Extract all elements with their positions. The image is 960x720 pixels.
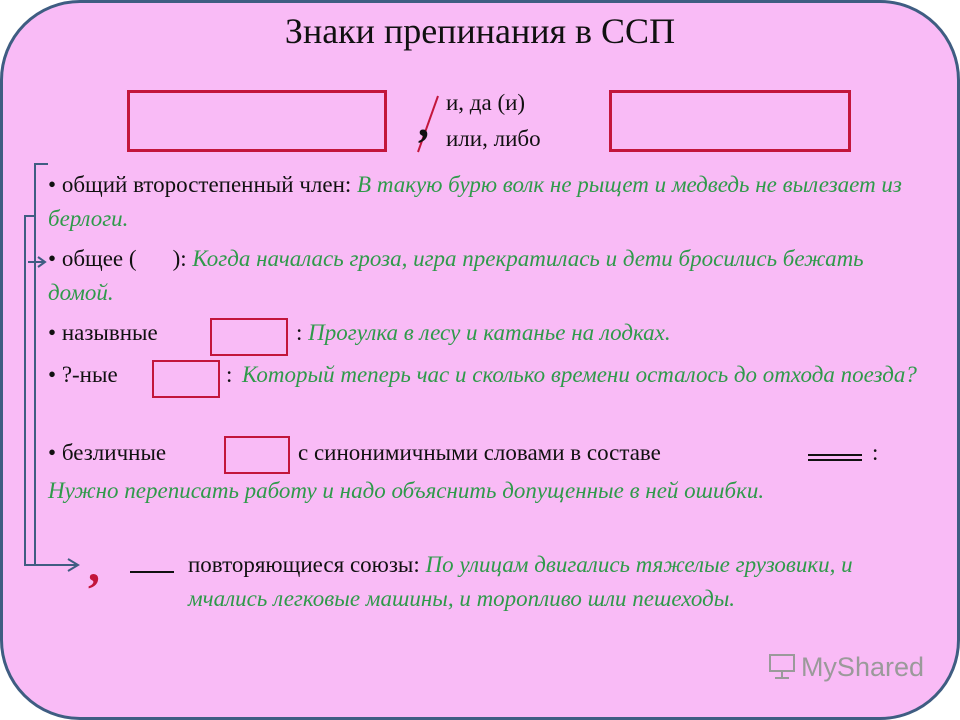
item-label: общее ( [61, 246, 137, 271]
item-common-clause [48, 242, 928, 310]
item-question-example: Который теперь час и сколько времени осталось до отхода поезда? [242, 362, 917, 387]
item-label: повторяющиеся союзы: [188, 552, 426, 577]
underline-mark-2 [808, 459, 862, 461]
item-nominative-label: • назывные [48, 320, 158, 345]
clause-box-left [127, 90, 387, 152]
unions-top: и, да (и) [446, 90, 526, 115]
comma-mark: , [418, 97, 429, 146]
item-question-example-first: : [226, 362, 233, 387]
arrow-icon [24, 557, 84, 573]
dash-mark [130, 571, 174, 573]
item-repeat-unions [188, 548, 918, 616]
scheme-box-impersonal [224, 436, 290, 474]
item-example: Прогулка в лесу и катанье на лодках. [308, 320, 671, 345]
presentation-icon [767, 652, 797, 680]
item-impersonal-synonyms: с синонимичными словами в составе [298, 440, 661, 465]
bracket-outer [34, 163, 36, 565]
item-label-close: ): [172, 246, 187, 271]
bracket-outer-top [34, 163, 48, 165]
bracket-inner [24, 215, 26, 565]
item-example: По улицам двигались тяжелые грузовики, и мчались легковые машины, и торопливо шли пешеходы. [188, 552, 853, 611]
item-example: Когда началась гроза, игра прекратилась и дети бросились бежать домой. [48, 246, 864, 305]
item-impersonal-colon: : [872, 440, 879, 465]
slide-title: Знаки препинания в ССП [284, 11, 676, 51]
item-impersonal-label: • безличные [48, 440, 167, 465]
scheme-box-nominative [210, 318, 288, 356]
bullet: • [48, 246, 62, 271]
item-question-label: • ?-ные [48, 362, 118, 387]
item-label: общий второстепенный член: [61, 172, 358, 197]
clause-box-right [609, 90, 851, 152]
bullet: • [48, 172, 62, 197]
item-example: В такую бурю волк не рыщет и медведь не вылезает из берлоги. [48, 172, 902, 231]
item-impersonal-example: Нужно переписать работу и надо объяснить допущенные в ней ошибки. [48, 478, 765, 503]
bracket-inner-top [24, 215, 36, 217]
comma-red-mark: , [88, 539, 100, 592]
item-nominative-example-line: : Прогулка в лесу и катанье на лодках. [296, 320, 671, 345]
underline-mark [808, 454, 862, 456]
item-common-member [48, 168, 928, 236]
myshared-logo: MyShared [767, 652, 924, 683]
unions-bottom: или, либо [446, 126, 541, 151]
